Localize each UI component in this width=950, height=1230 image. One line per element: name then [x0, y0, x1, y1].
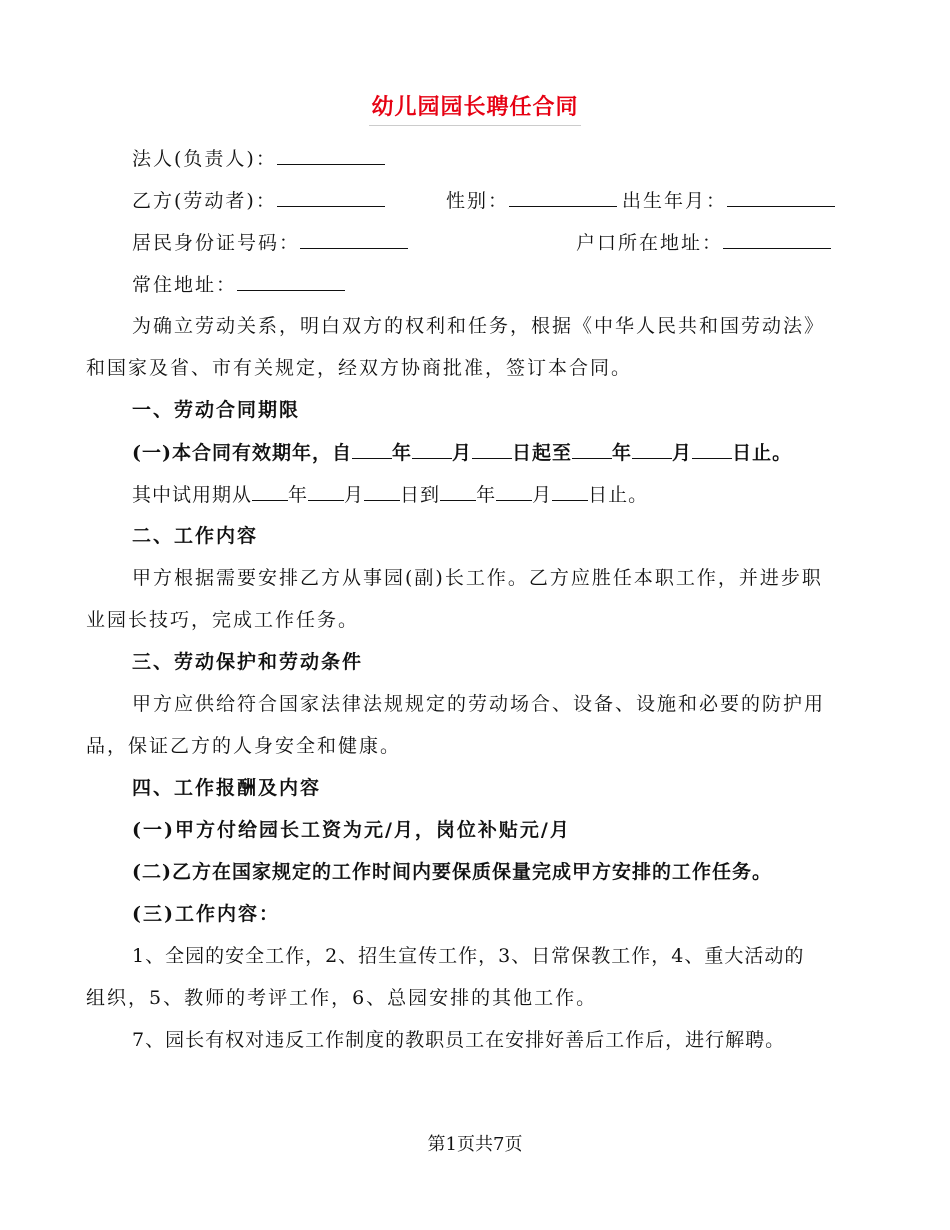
- section-4-item-2: (二)乙方在国家规定的工作时间内要保质保量完成甲方安排的工作任务。: [132, 861, 772, 883]
- term-day-from: 日起至: [512, 442, 573, 464]
- party-b-line: [132, 188, 912, 212]
- document-title-wrap: [0, 90, 950, 126]
- section-4-item-1: (一)甲方付给园长工资为元/月，岗位补贴元/月: [132, 819, 571, 841]
- term-blank-month-1: [412, 440, 452, 459]
- residence-blank: [237, 272, 345, 291]
- term-blank-day-2: [692, 440, 732, 459]
- section-2-line-2: 业园长技巧，完成工作任务。: [86, 609, 360, 631]
- birth-blank: [727, 188, 835, 207]
- term-blank-year-2: [572, 440, 612, 459]
- prob-month-1: 月: [344, 484, 365, 506]
- gender-label: 性别：: [446, 190, 510, 212]
- prob-blank-month-2: [496, 482, 532, 501]
- party-b-blank: [277, 188, 385, 207]
- id-number-label: 居民身份证号码：: [132, 232, 301, 254]
- term-year-2: 年: [612, 442, 633, 464]
- birth-field: [622, 188, 835, 213]
- legal-person-blank: [277, 146, 385, 165]
- prob-blank-year-1: [252, 482, 288, 501]
- prob-blank-day-1: [364, 482, 400, 501]
- section-4-item-7: 7、园长有权对违反工作制度的教职员工在安排好善后工作后，进行解聘。: [132, 1029, 786, 1051]
- term-label: (一)本合同有效期年，自: [132, 442, 352, 464]
- prob-day-to: 日到: [400, 484, 441, 506]
- household-label: 户口所在地址：: [576, 232, 724, 254]
- term-year-1: 年: [391, 442, 412, 464]
- term-blank-day-1: [472, 440, 512, 459]
- section-3-line-1: 甲方应供给符合国家法律法规规定的劳动场合、设备、设施和必要的防护用: [132, 693, 826, 715]
- birth-label: 出生年月：: [622, 190, 728, 212]
- prob-month-2: 月: [532, 484, 553, 506]
- legal-person-label: 法人(负责人)：: [132, 148, 277, 170]
- page-number: 第1页共7页: [427, 1134, 523, 1155]
- residence-label: 常住地址：: [132, 274, 238, 296]
- probation-line: [132, 482, 912, 507]
- term-month-1: 月: [452, 442, 473, 464]
- section-4-list-line-1: 1、全园的安全工作，2、招生宣传工作，3、日常保教工作，4、重大活动的: [132, 945, 805, 967]
- section-4-list-line-2: 组织，5、教师的考评工作，6、总园安排的其他工作。: [86, 987, 598, 1009]
- gender-blank: [509, 188, 617, 207]
- term-day-end: 日止。: [732, 442, 793, 464]
- term-blank-month-2: [632, 440, 672, 459]
- party-b-label: 乙方(劳动者)：: [132, 190, 277, 212]
- section-4-heading: 四、工作报酬及内容: [132, 777, 322, 799]
- id-line: [132, 230, 912, 254]
- prob-day-end: 日止。: [588, 484, 649, 506]
- term-month-2: 月: [672, 442, 693, 464]
- id-number-blank: [300, 230, 408, 249]
- document-title: 幼儿园园长聘任合同: [369, 90, 580, 126]
- section-3-line-2: 品，保证乙方的人身安全和健康。: [86, 735, 402, 757]
- intro-line-2: 和国家及省、市有关规定，经双方协商批准，签订本合同。: [86, 357, 633, 379]
- prob-blank-year-2: [440, 482, 476, 501]
- probation-label: 其中试用期从: [132, 484, 253, 506]
- household-field: [576, 230, 831, 255]
- section-2-heading: 二、工作内容: [132, 525, 259, 547]
- household-blank: [723, 230, 831, 249]
- prob-blank-day-2: [552, 482, 588, 501]
- intro-line-1: 为确立劳动关系，明白双方的权利和任务，根据《中华人民共和国劳动法》: [132, 315, 826, 337]
- term-line: [132, 440, 912, 465]
- section-3-heading: 三、劳动保护和劳动条件: [132, 651, 364, 673]
- legal-person-line: [132, 146, 912, 171]
- section-2-line-1: 甲方根据需要安排乙方从事园(副)长工作。乙方应胜任本职工作，并进步职: [132, 567, 823, 589]
- prob-year-2: 年: [476, 484, 497, 506]
- prob-blank-month-1: [308, 482, 344, 501]
- term-blank-year-1: [352, 440, 392, 459]
- prob-year-1: 年: [288, 484, 309, 506]
- section-1-heading: 一、劳动合同期限: [132, 399, 301, 421]
- section-4-item-3: (三)工作内容：: [132, 903, 280, 925]
- gender-field: [446, 188, 617, 213]
- residence-line: [132, 272, 912, 297]
